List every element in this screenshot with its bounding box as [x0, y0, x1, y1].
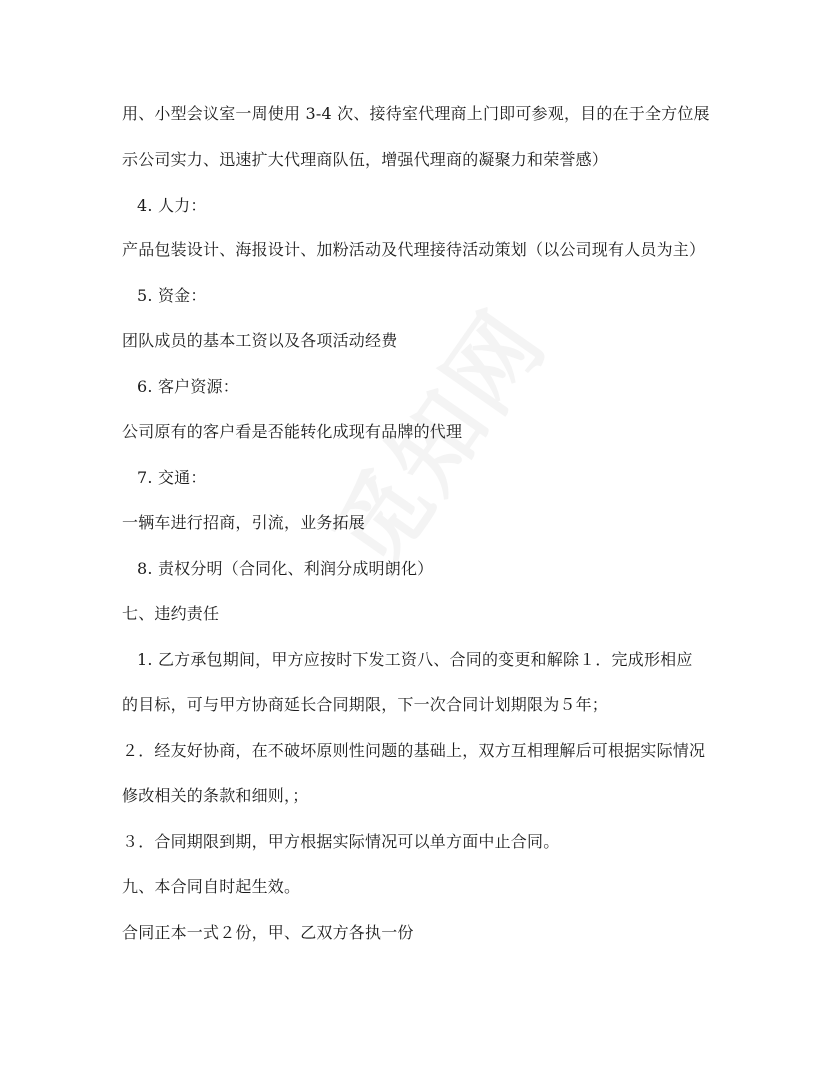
list-heading: 8. 责权分明（合同化、利润分成明朗化） [137, 559, 434, 578]
list-heading: 6. 客户资源： [137, 377, 239, 396]
text-line: 修改相关的条款和细则，； [122, 786, 309, 805]
text-line: 的目标，可与甲方协商延长合同期限，下一次合同计划期限为５年； [122, 695, 609, 714]
text-line: 团队成员的基本工资以及各项活动经费 [122, 331, 398, 350]
section-heading: 七、违约责任 [122, 604, 220, 623]
text-line: ２．经友好协商，在不破坏原则性问题的基础上，双方互相理解后可根据实际情况 [122, 741, 706, 760]
text-line: 用、小型会议室一周使用 3-4 次、接待室代理商上门即可参观，目的在于全方位展 [122, 104, 710, 123]
text-line: 示公司实力、迅速扩大代理商队伍，增强代理商的凝聚力和荣誉感） [122, 150, 609, 169]
list-heading: 7. 交通： [137, 468, 207, 487]
list-heading: 4. 人力： [137, 196, 207, 215]
text-line: 1. 乙方承包期间，甲方应按时下发工资八、合同的变更和解除１．完成形相应 [137, 650, 693, 669]
list-heading: 5. 资金： [137, 286, 207, 305]
section-heading: 九、本合同自时起生效。 [122, 877, 301, 896]
text-line: 产品包装设计、海报设计、加粉活动及代理接待活动策划（以公司现有人员为主） [122, 240, 706, 259]
text-line: 一辆车进行招商，引流，业务拓展 [122, 513, 366, 532]
text-line: 公司原有的客户看是否能转化成现有品牌的代理 [122, 422, 463, 441]
text-line: 合同正本一式２份，甲、乙双方各执一份 [122, 923, 414, 942]
text-line: ３．合同期限到期，甲方根据实际情况可以单方面中止合同。 [122, 832, 560, 851]
